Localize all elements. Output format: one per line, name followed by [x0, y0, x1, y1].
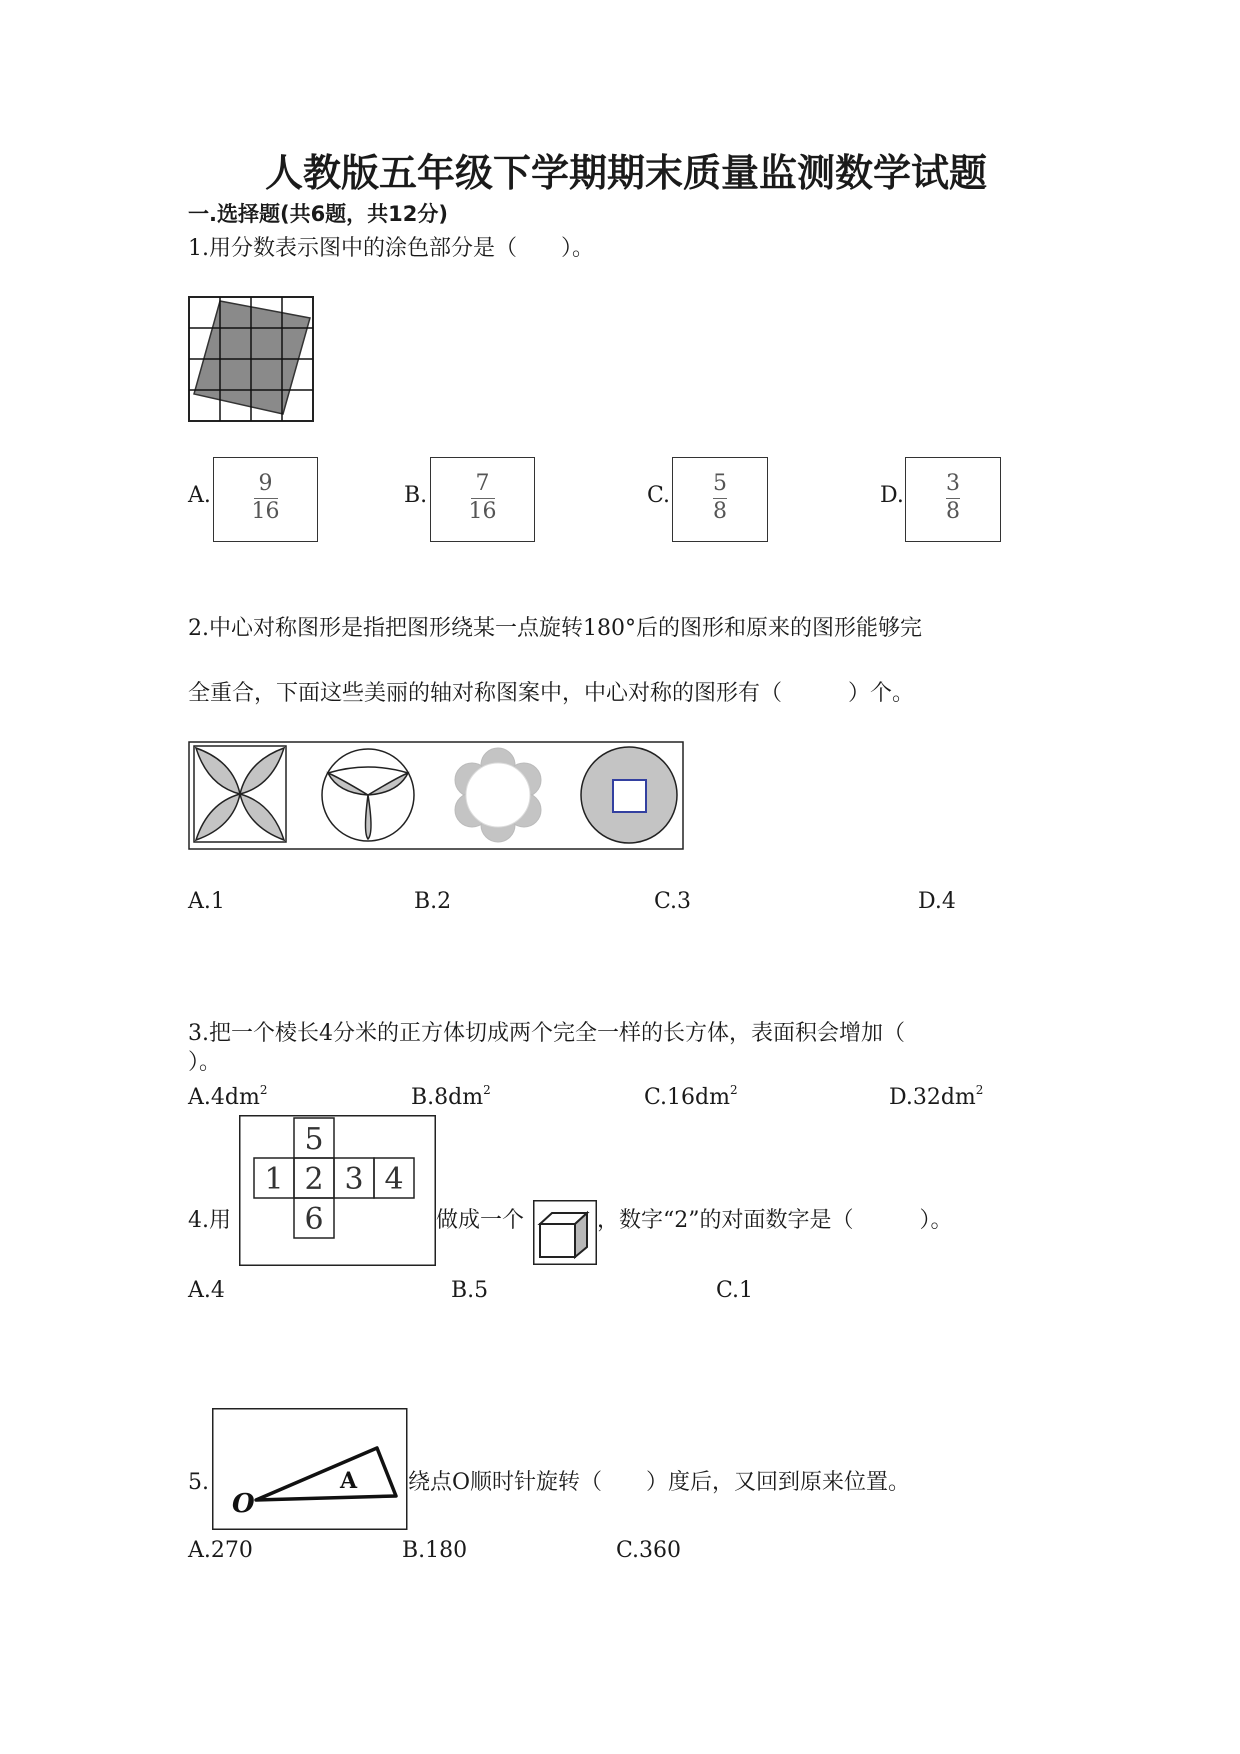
denominator: 16: [251, 499, 280, 524]
q1-option-d-letter: D.: [880, 483, 904, 508]
numerator: 7: [475, 471, 490, 496]
q4-cube-net-figure: [239, 1115, 436, 1266]
q1-option-c-letter: C.: [647, 483, 671, 508]
section-heading: 一.选择题(共6题，共12分): [188, 202, 449, 226]
net-face-1: 1: [264, 1162, 284, 1197]
q1-grid-figure: [188, 296, 314, 422]
net-face-2: 2: [304, 1162, 324, 1197]
superscript: 2: [483, 1083, 491, 1097]
q3-option-d[interactable]: [889, 1085, 983, 1111]
q4-suffix-text: ，数字“2”的对面数字是（ ）。: [597, 1208, 953, 1233]
denominator: 16: [468, 499, 497, 524]
q3-option-b-text: B.8dm: [411, 1085, 484, 1110]
denominator: 8: [713, 499, 727, 524]
superscript: 2: [975, 1083, 984, 1097]
net-face-4: 4: [384, 1162, 404, 1197]
q3-option-b[interactable]: [411, 1085, 491, 1111]
q2-text-line2: 全重合，下面这些美丽的轴对称图案中，中心对称的图形有（ ）个。: [188, 681, 915, 706]
net-face-top: 5: [304, 1122, 324, 1157]
q1-option-b-fraction: [430, 457, 535, 542]
q3-text-line2: ）。: [188, 1050, 222, 1075]
q5-option-c[interactable]: C.360: [616, 1538, 682, 1563]
q1-option-a-letter: A.: [188, 483, 211, 508]
superscript: 2: [259, 1083, 268, 1097]
circle-square-pattern: [581, 747, 677, 843]
q3-option-c-text: C.16dm: [644, 1085, 730, 1110]
point-o-label: O: [232, 1489, 255, 1519]
q1-option-a-fraction: [213, 457, 318, 542]
numerator: 9: [258, 471, 273, 496]
superscript: 2: [729, 1083, 738, 1097]
four-petal-pattern: [194, 746, 286, 842]
q5-text: 绕点O顺时针旋转（ ）度后，又回到原来位置。: [408, 1470, 911, 1495]
numerator: 5: [713, 471, 727, 496]
q4-cube-figure: [533, 1200, 597, 1265]
page-title: 人教版五年级下学期期末质量监测数学试题: [265, 150, 988, 195]
q3-option-c[interactable]: [644, 1085, 738, 1111]
q4-option-c[interactable]: C.1: [716, 1278, 754, 1303]
denominator: 8: [946, 499, 960, 524]
q2-text-line1: 2.中心对称图形是指把图形绕某一点旋转180°后的图形和原来的图形能够完: [188, 616, 922, 641]
numerator: 3: [946, 471, 960, 496]
q1-option-c-fraction: [672, 457, 768, 542]
q5-triangle-figure: [212, 1408, 408, 1530]
q2-option-b[interactable]: B.2: [414, 889, 452, 914]
q1-text: 1.用分数表示图中的涂色部分是（ ）。: [188, 236, 594, 261]
triangle-a-label: A: [340, 1468, 358, 1494]
q2-patterns-figure: [188, 741, 684, 850]
q2-option-a[interactable]: A.1: [188, 889, 225, 914]
q4-prefix: 4.用: [188, 1208, 231, 1233]
q5-option-a[interactable]: A.270: [188, 1538, 253, 1563]
q1-option-b-letter: B.: [404, 483, 428, 508]
q3-option-a-text: A.4dm: [188, 1085, 260, 1110]
q3-option-d-text: D.32dm: [889, 1085, 976, 1110]
net-face-bottom: 6: [304, 1202, 324, 1237]
q4-middle-text: 做成一个: [436, 1208, 525, 1233]
q2-option-c[interactable]: C.3: [654, 889, 692, 914]
net-face-3: 3: [344, 1162, 364, 1197]
q3-option-a[interactable]: [188, 1085, 267, 1111]
q4-option-b[interactable]: B.5: [451, 1278, 489, 1303]
q4-option-a[interactable]: A.4: [188, 1278, 225, 1303]
q3-text-line1: 3.把一个棱长4分米的正方体切成两个完全一样的长方体，表面积会增加（: [188, 1021, 905, 1046]
q5-option-b[interactable]: B.180: [402, 1538, 468, 1563]
three-petal-pattern: [322, 749, 414, 841]
q5-prefix: 5.: [188, 1470, 209, 1495]
q2-option-d[interactable]: D.4: [918, 889, 956, 914]
q1-option-d-fraction: [905, 457, 1001, 542]
